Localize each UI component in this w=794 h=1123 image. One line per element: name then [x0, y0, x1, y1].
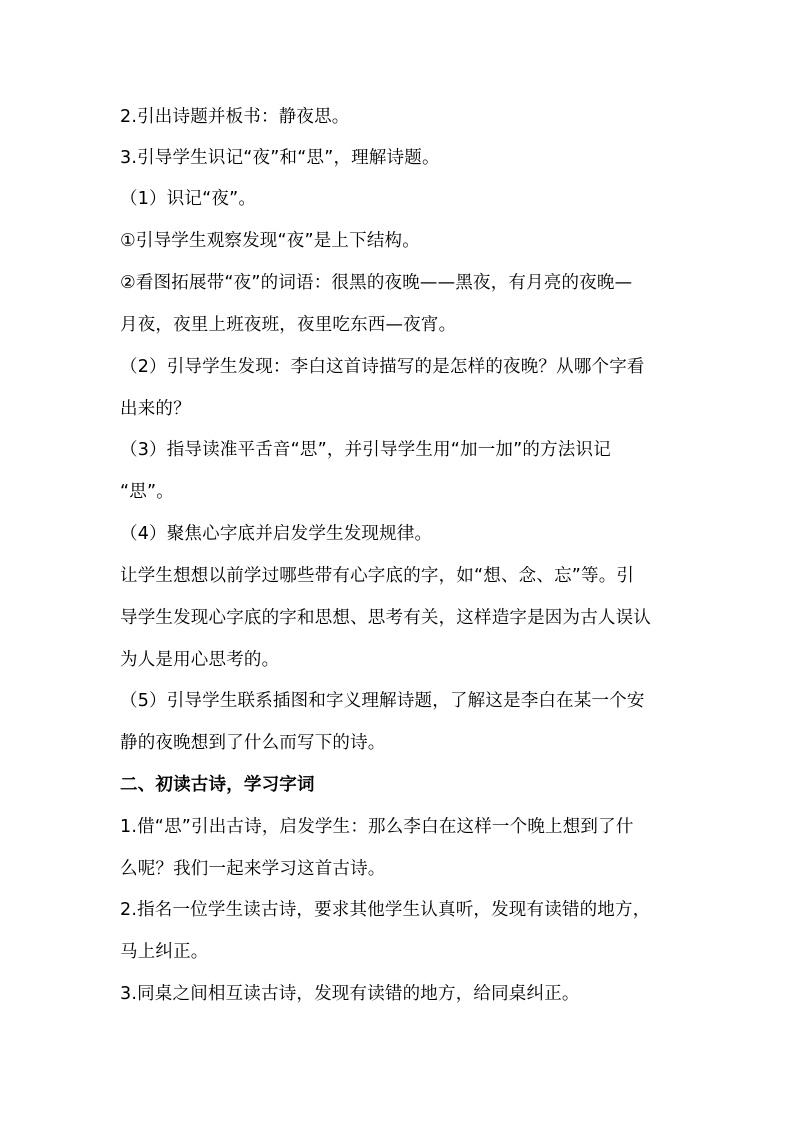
paragraph-line: （1）识记“夜”。 — [120, 189, 257, 209]
paragraph-line: 出来的？ — [120, 399, 191, 419]
paragraph-line: 2.引出诗题并板书：静夜思。 — [120, 107, 350, 127]
paragraph-line: 静的夜晚想到了什么而写下的诗。 — [120, 733, 386, 753]
paragraph-line: （4）聚焦心字底并启发学生发现规律。 — [120, 524, 433, 544]
section-heading: 二、初读古诗，学习字词 — [120, 775, 315, 795]
paragraph-line: （3）指导读准平舌音“思”，并引导学生用“加一加”的方法识记 — [120, 440, 611, 460]
paragraph-line: （2）引导学生发现：李白这首诗描写的是怎样的夜晚？从哪个字看 — [120, 357, 645, 377]
paragraph-line: 月夜，夜里上班夜班，夜里吃东西—夜宵。 — [120, 315, 457, 335]
paragraph-line: 让学生想想以前学过哪些带有心字底的字，如“想、念、忘”等。引 — [120, 566, 635, 586]
paragraph-line: “思”。 — [120, 482, 174, 502]
paragraph-line: 3.同桌之间相互读古诗，发现有读错的地方，给同桌纠正。 — [120, 984, 580, 1004]
paragraph-line: 马上纠正。 — [120, 942, 209, 962]
paragraph-line: 2.指名一位学生读古诗，要求其他学生认真听，发现有读错的地方， — [120, 900, 651, 920]
paragraph-line: 么呢？我们一起来学习这首古诗。 — [120, 859, 386, 879]
paragraph-line: 3.引导学生识记“夜”和“思”，理解诗题。 — [120, 148, 440, 168]
paragraph-line: 导学生发现心字底的字和思想、思考有关，这样造字是因为古人误认 — [120, 608, 651, 628]
paragraph-line: （5）引导学生联系插图和字义理解诗题，了解这是李白在某一个安 — [120, 691, 645, 711]
paragraph-line: 为人是用心思考的。 — [120, 650, 280, 670]
paragraph-line: ①引导学生观察发现“夜”是上下结构。 — [120, 231, 420, 251]
paragraph-line: 1.借“思”引出古诗，启发学生：那么李白在这样一个晚上想到了什 — [120, 817, 634, 837]
paragraph-line: ②看图拓展带“夜”的词语：很黑的夜晚——黑夜，有月亮的夜晚— — [120, 273, 633, 293]
